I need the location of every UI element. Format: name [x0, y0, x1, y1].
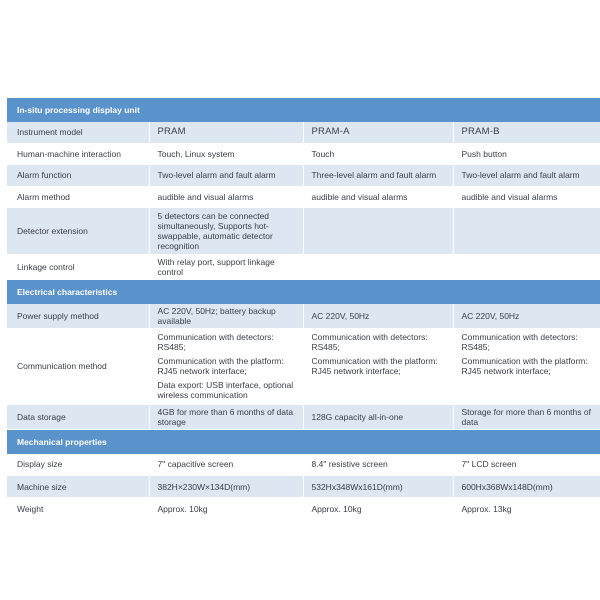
- cell-pram-b: [453, 254, 600, 279]
- cell-pram: PRAM: [149, 122, 303, 143]
- cell-pram-a: 8.4" resistive screen: [303, 454, 453, 476]
- cell-pram-a: [303, 207, 453, 254]
- cell-pram: audible and visual alarms: [149, 186, 303, 207]
- comm-platform-text: Communication with the platform: RJ45 network interface;: [461, 355, 588, 376]
- comm-detectors-text: Communication with detectors: RS485;: [157, 332, 274, 352]
- cell-pram-a: [303, 328, 453, 404]
- section-header-electrical: [7, 279, 600, 304]
- section-title: Electrical characteristics: [7, 279, 600, 304]
- cell-pram: 4GB for more than 6 months of data storage: [149, 404, 303, 429]
- row-label: Weight: [7, 498, 149, 520]
- row-label: Human-machine interaction: [7, 143, 149, 164]
- row-hmi: [7, 143, 600, 164]
- cell-pram: Approx. 10kg: [149, 498, 303, 520]
- section-header-mechanical: [7, 429, 600, 454]
- cell-pram-b: Approx. 13kg: [453, 498, 600, 520]
- row-weight: [7, 498, 600, 520]
- cell-pram-b: [453, 207, 600, 254]
- row-power-supply: [7, 304, 600, 329]
- cell-pram-b: PRAM-B: [453, 122, 600, 143]
- comm-platform-text: Communication with the platform: RJ45 network interface;: [311, 355, 438, 376]
- cell-pram-b: Push button: [453, 143, 600, 164]
- row-label: Alarm method: [7, 186, 149, 207]
- comm-platform-text: Communication with the platform: RJ45 network interface;: [157, 356, 284, 376]
- cell-pram-a: Three-level alarm and fault alarm: [303, 164, 453, 186]
- row-display-size: [7, 454, 600, 476]
- cell-pram-a: 128G capacity all-in-one: [303, 404, 453, 429]
- cell-pram-b: 600Hx368Wx148D(mm): [453, 476, 600, 498]
- cell-pram-a: PRAM-A: [303, 122, 453, 143]
- row-label: Machine size: [7, 476, 149, 498]
- row-instrument-model: [7, 122, 600, 143]
- cell-pram: 382H×230W×134D(mm): [149, 476, 303, 498]
- cell-pram-a: [303, 254, 453, 279]
- row-label: Display size: [7, 454, 149, 476]
- row-data-storage: [7, 404, 600, 429]
- row-label: Communication method: [7, 328, 149, 404]
- cell-pram-a: AC 220V, 50Hz: [303, 304, 453, 329]
- cell-pram: AC 220V, 50Hz; battery backup available: [149, 304, 303, 329]
- cell-pram: Two-level alarm and fault alarm: [149, 164, 303, 186]
- row-detector-extension: [7, 207, 600, 254]
- row-label: Power supply method: [7, 304, 149, 329]
- cell-pram-a: Touch: [303, 143, 453, 164]
- spec-table: [7, 98, 600, 520]
- cell-pram: 5 detectors can be connected simultaneously, Supports hot-swappable, automatic detector recognition: [149, 207, 303, 254]
- cell-pram-b: audible and visual alarms: [453, 186, 600, 207]
- cell-pram: [149, 328, 303, 404]
- cell-pram-b: Storage for more than 6 months of data: [453, 404, 600, 429]
- cell-pram-b: 7" LCD screen: [453, 454, 600, 476]
- row-label: Instrument model: [7, 122, 149, 143]
- row-label: Data storage: [7, 404, 149, 429]
- comm-detectors-text: Communication with detectors: RS485;: [461, 331, 578, 352]
- row-label: Linkage control: [7, 254, 149, 279]
- section-title: Mechanical properties: [7, 429, 600, 454]
- cell-pram-a: 532Hx348Wx161D(mm): [303, 476, 453, 498]
- section-header-display-unit: [7, 98, 600, 122]
- cell-pram: Touch, Linux system: [149, 143, 303, 164]
- cell-pram-a: audible and visual alarms: [303, 186, 453, 207]
- row-linkage-control: [7, 254, 600, 279]
- cell-pram-b: AC 220V, 50Hz: [453, 304, 600, 329]
- section-title: In-situ processing display unit: [7, 98, 600, 122]
- row-label: Detector extension: [7, 207, 149, 254]
- row-label: Alarm function: [7, 164, 149, 186]
- cell-pram-b: [453, 328, 600, 404]
- comm-detectors-text: Communication with detectors: RS485;: [311, 331, 428, 352]
- row-communication: [7, 328, 600, 404]
- row-alarm-method: [7, 186, 600, 207]
- row-machine-size: [7, 476, 600, 498]
- cell-pram: 7" capacitive screen: [149, 454, 303, 476]
- cell-pram-b: Two-level alarm and fault alarm: [453, 164, 600, 186]
- cell-pram-a: Approx. 10kg: [303, 498, 453, 520]
- comm-export-text: Data export: USB interface, optional wireless communication: [157, 380, 294, 400]
- row-alarm-function: [7, 164, 600, 186]
- cell-pram: With relay port, support linkage control: [149, 254, 303, 279]
